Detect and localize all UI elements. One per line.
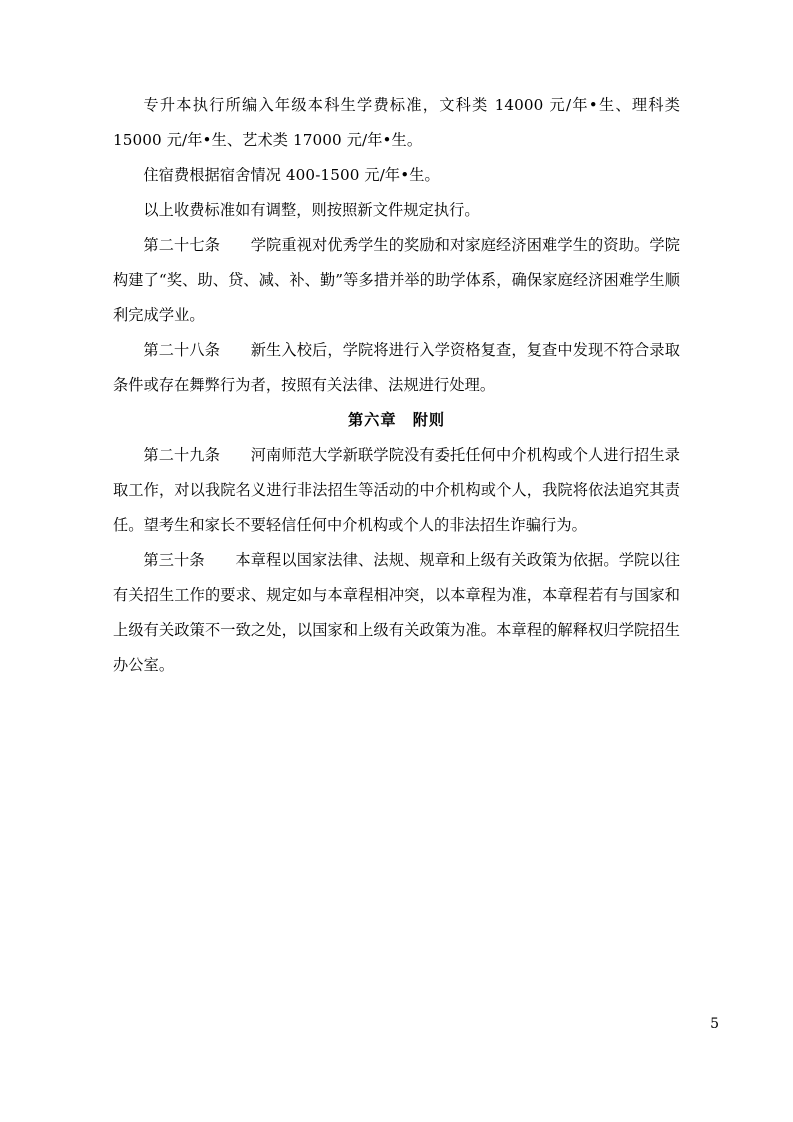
paragraph-accommodation-fee: 住宿费根据宿舍情况 400-1500 元/年•生。: [143, 166, 440, 184]
document-body: [113, 88, 680, 683]
paragraph-article-30: 第三十条 本章程以国家法律、法规、规章和上级有关政策为依据。学院以往有关招生工作的要求、规定如与本章程相冲突，以本章程为准，本章程若有与国家和上级有关政策不一致之处，以国家和上级有关政策为准。本章程的解释权归学院招生办公室。: [113, 551, 680, 674]
paragraph-tuition-standard: 专升本执行所编入年级本科生学费标准，文科类 14000 元/年•生、理科类 15000 元/年•生、艺术类 17000 元/年•生。: [113, 96, 680, 149]
paragraph-article-27: 第二十七条 学院重视对优秀学生的奖励和对家庭经济困难学生的资助。学院构建了“奖、助、贷、减、补、勤”等多措并举的助学体系，确保家庭经济困难学生顺利完成学业。: [113, 236, 680, 324]
paragraph-article-28: 第二十八条 新生入校后，学院将进行入学资格复查，复查中发现不符合录取条件或存在舞弊行为者，按照有关法律、法规进行处理。: [113, 341, 680, 394]
paragraph-article-29: 第二十九条 河南师范大学新联学院没有委托任何中介机构或个人进行招生录取工作，对以我院名义进行非法招生等活动的中介机构或个人，我院将依法追究其责任。望考生和家长不要轻信任何中介机构或个人的非法招生诈骗行为。: [113, 446, 680, 534]
heading-chapter-6: 第六章 附则: [347, 411, 446, 429]
page-number: 5: [710, 1016, 719, 1032]
paragraph-fee-adjustment: 以上收费标准如有调整，则按照新文件规定执行。: [143, 201, 480, 219]
